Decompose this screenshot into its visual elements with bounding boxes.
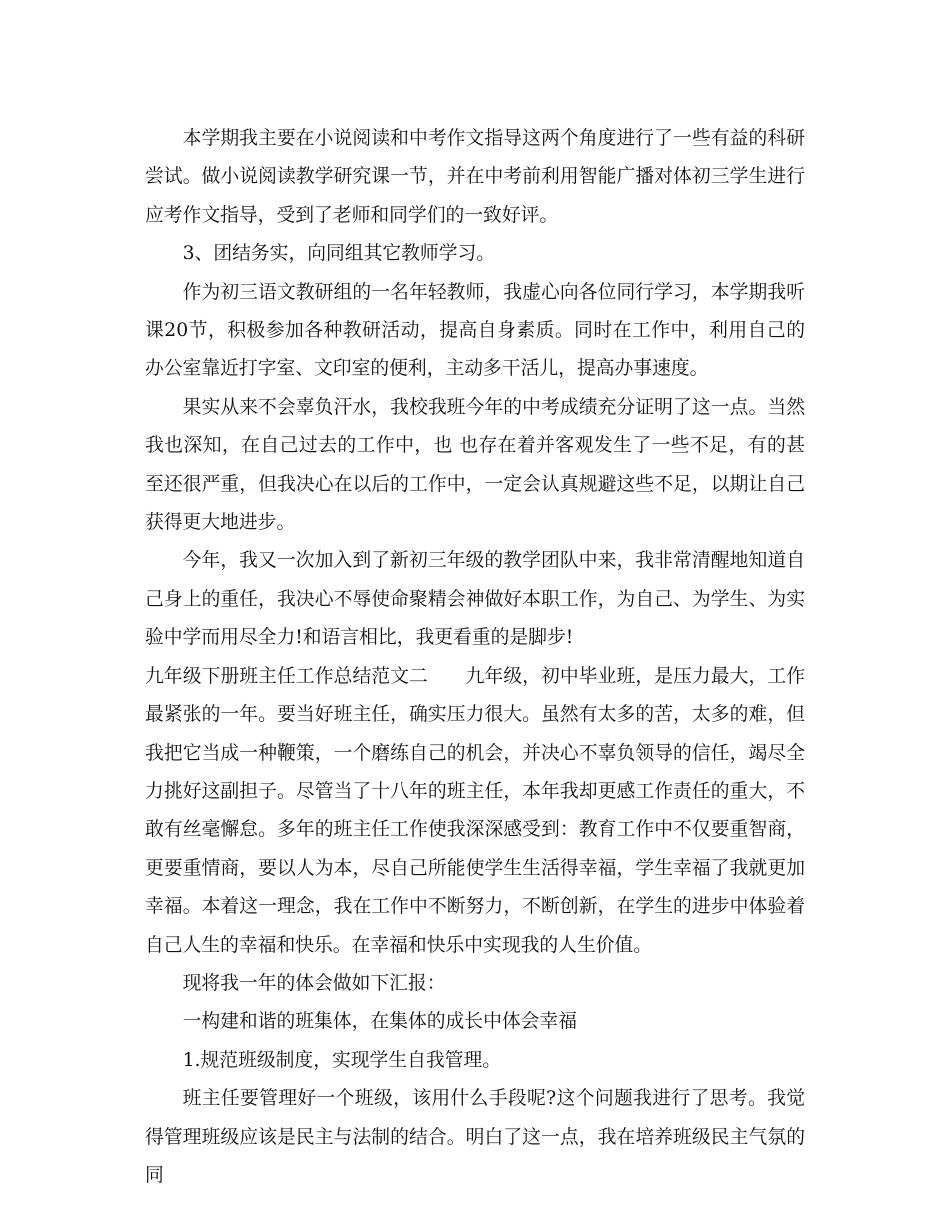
paragraph-heading-collective: 一构建和谐的班集体，在集体的成长中体会幸福 xyxy=(182,1011,577,1033)
section-two xyxy=(145,658,805,965)
paragraph-research: 本学期我主要在小说阅读和中考作文指导这两个角度进行了一些有益的科研尝试。做小说阅读教学研究课一节，并在中考前利用智能广播对体初三学生进行应考作文指导，受到了老师和同学们的一致好评。 xyxy=(145,128,805,226)
paragraph-report-intro: 现将我一年的体会做如下汇报： xyxy=(182,972,446,994)
section-text: 九年级，初中毕业班，是压力最大，工作最紧张的一年。要当好班主任，确实压力很大。虽然有太多的苦，太多的难，但我把它当成一种鞭策，一个磨练自己的机会，并决心不辜负领导的信任，竭尽全力挑好这副担子。尽管当了十八年的班主任，本年我却更感工作责任的重大，不敢有丝毫懈怠。多年的班主任工作使我深深感受到：教育工作中不仅要重智商，更要重情商，要以人为本，尽自己所能使学生生活得幸福，学生幸福了我就更加幸福。本着这一理念，我在工作中不断努力，不断创新，在学生的进步中体验着自己人生的幸福和快乐。在幸福和快乐中实现我的人生价值。 xyxy=(145,665,806,956)
paragraph-young-teacher: 作为初三语文教研组的一名年轻教师，我虚心向各位同行学习，本学期我听课20节，积极参加各种教研活动，提高自身素质。同时在工作中，利用自己的办公室靠近打字室、文印室的便利，主动多干活儿，提高办事速度。 xyxy=(145,281,805,380)
paragraph-results: 果实从来不会辜负汗水，我校我班今年的中考成绩充分证明了这一点。当然我也深知，在自己过去的工作中，也 也存在着并客观发生了一些不足，有的甚至还很严重，但我决心在以后的工作中，一定会认真规避这些不足，以期让自己获得更大地进步。 xyxy=(145,396,805,534)
paragraph-heading-unity: 3、团结务实，向同组其它教师学习。 xyxy=(182,243,496,265)
paragraph-new-year: 今年，我又一次加入到了新初三年级的教学团队中来，我非常清醒地知道自己身上的重任，我决心不辱使命聚精会神做好本职工作，为自己、为学生、为实验中学而用尽全力!和语言相比，我更看重的是脚步! xyxy=(145,550,805,649)
paragraph-heading-rules: 1.规范班级制度，实现学生自我管理。 xyxy=(182,1049,502,1071)
document-body xyxy=(145,120,805,1195)
section-title: 九年级下册班主任工作总结范文二 xyxy=(145,665,428,687)
paragraph-management: 班主任要管理好一个班级，该用什么手段呢?这个问题我进行了思考。我觉得管理班级应该是民主与法制的结合。明白了这一点，我在培养班级民主气氛的同 xyxy=(145,1088,805,1186)
